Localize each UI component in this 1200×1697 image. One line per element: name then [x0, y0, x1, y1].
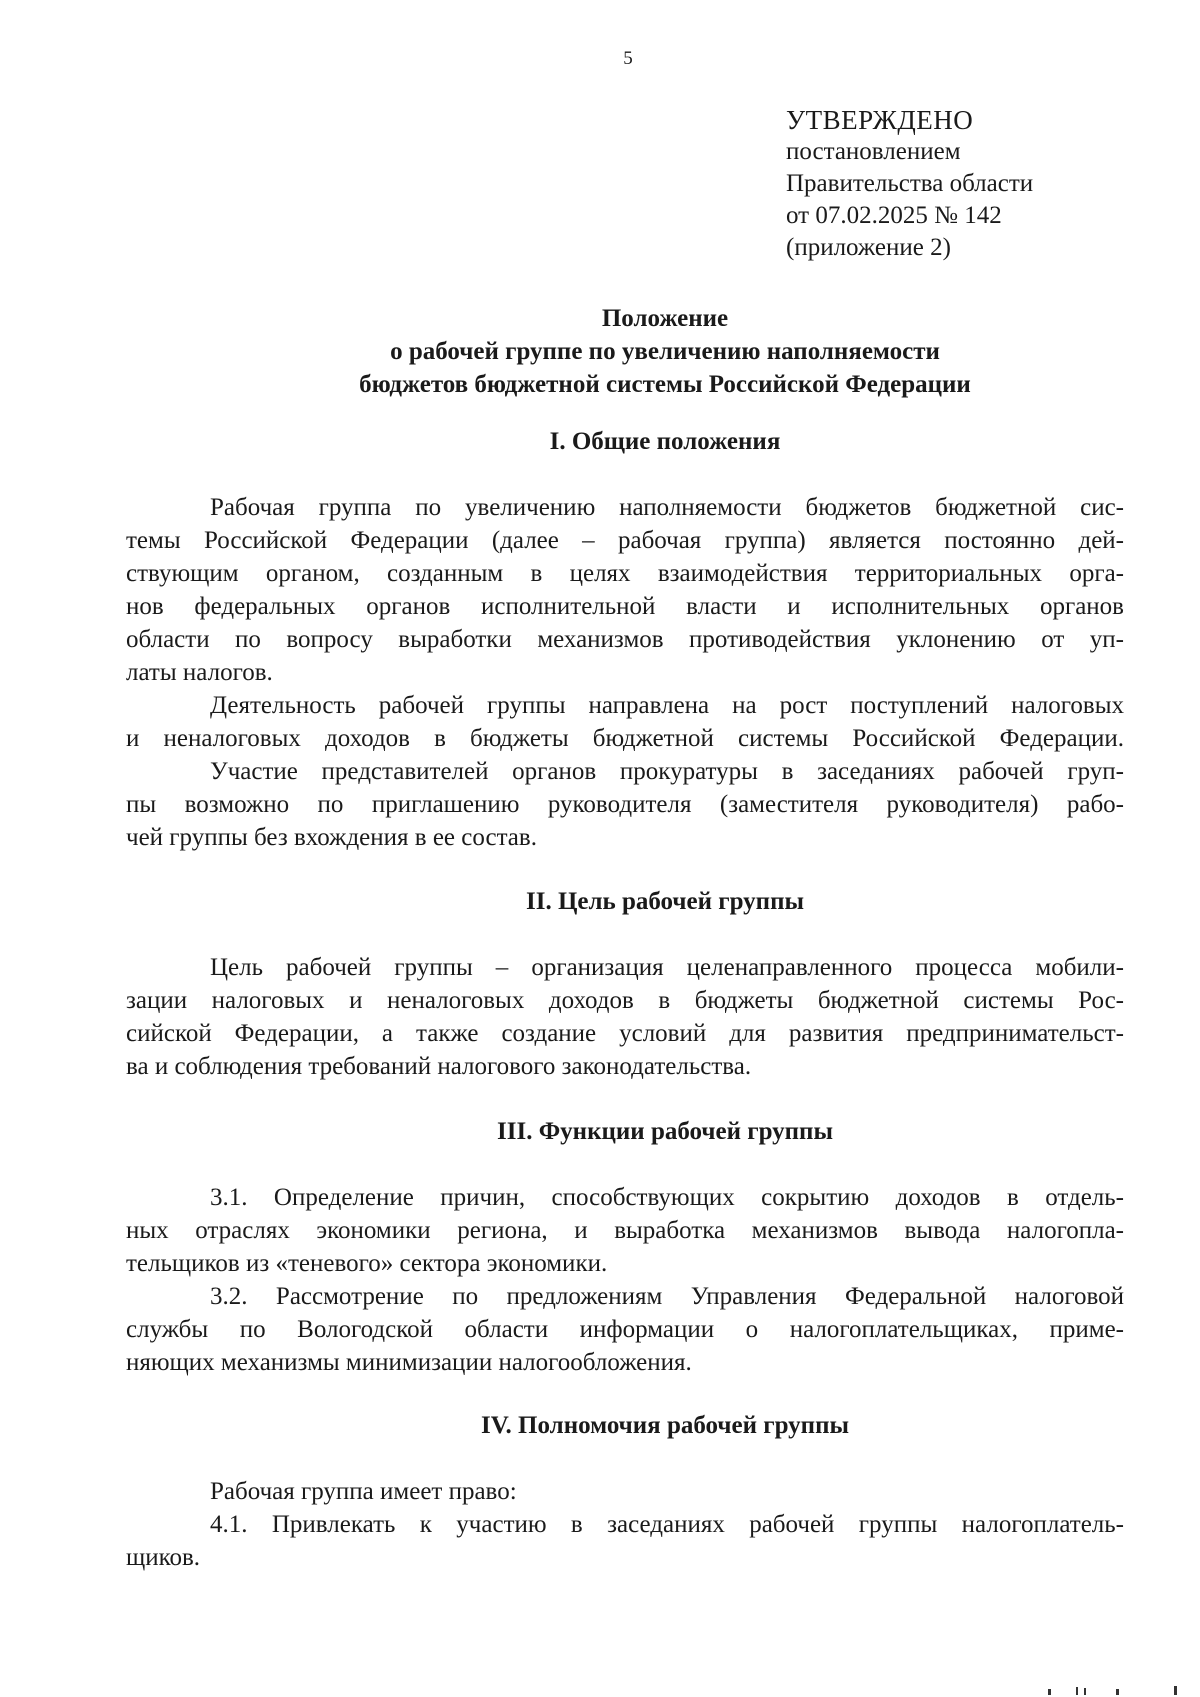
paragraph-line: темы Российской Федерации (далее – рабочая группа) является постоянно дей-	[126, 527, 1124, 554]
paragraph-line: 3.1. Определение причин, способствующих сокрытию доходов в отдель-	[210, 1184, 1124, 1211]
page-number: 5	[623, 48, 633, 69]
approval-block	[786, 104, 1033, 264]
paragraph-line: службы по Вологодской области информации о налогоплательщиках, приме-	[126, 1316, 1124, 1343]
paragraph-line: ствующим органом, созданным в целях взаимодействия территориальных орга-	[126, 560, 1124, 587]
paragraph-line: 3.2. Рассмотрение по предложениям Управления Федеральной налоговой	[210, 1283, 1124, 1310]
paragraph-line: Участие представителей органов прокуратуры в заседаниях рабочей груп-	[210, 758, 1124, 785]
paragraph-line: латы налогов.	[126, 659, 273, 686]
approval-line: (приложение 2)	[786, 234, 951, 261]
paragraph-line: пы возможно по приглашению руководителя (заместителя руководителя) рабо-	[126, 791, 1124, 818]
title-line: о рабочей группе по увеличению наполняемости	[390, 338, 940, 365]
approval-line: Правительства области	[786, 170, 1034, 197]
paragraph-line: области по вопросу выработки механизмов противодействия уклонению от уп-	[126, 626, 1124, 653]
paragraph-line: нов федеральных органов исполнительной власти и исполнительных органов	[126, 593, 1124, 620]
paragraph-line: зации налоговых и неналоговых доходов в бюджеты бюджетной системы Рос-	[126, 987, 1124, 1014]
approval-approved: УТВЕРЖДЕНО	[786, 105, 974, 135]
scan-artifact-marks	[1046, 1683, 1186, 1695]
paragraph-line: Рабочая группа имеет право:	[210, 1478, 517, 1505]
paragraph-line: щиков.	[126, 1544, 201, 1571]
approval-line: постановлением	[786, 138, 961, 165]
document-title	[200, 302, 1130, 401]
paragraph-line: Цель рабочей группы – организация целенаправленного процесса мобили-	[210, 954, 1124, 981]
paragraph-line: ных отраслях экономики региона, и выработка механизмов вывода налогопла-	[126, 1217, 1124, 1244]
title-line: бюджетов бюджетной системы Российской Федерации	[359, 371, 971, 398]
title-line: Положение	[601, 305, 729, 332]
paragraph-line: Рабочая группа по увеличению наполняемости бюджетов бюджетной сис-	[210, 494, 1124, 521]
paragraph-line: тельщиков из «теневого» сектора экономики.	[126, 1250, 608, 1277]
paragraph-line: ва и соблюдения требований налогового законодательства.	[126, 1053, 752, 1080]
paragraph-line: сийской Федерации, а также создание условий для развития предпринимательст-	[126, 1020, 1124, 1047]
paragraph-line: чей группы без вхождения в ее состав.	[126, 824, 537, 851]
approval-line: от 07.02.2025 № 142	[786, 202, 1002, 229]
section-heading: III. Функции рабочей группы	[497, 1118, 833, 1145]
section-heading: I. Общие положения	[549, 428, 781, 455]
paragraph-line: няющих механизмы минимизации налогообложения.	[126, 1349, 692, 1376]
paragraph-line: и неналоговых доходов в бюджеты бюджетной системы Российской Федерации.	[126, 725, 1124, 752]
section-heading: II. Цель рабочей группы	[525, 888, 805, 915]
paragraph-line: Деятельность рабочей группы направлена на рост поступлений налоговых	[210, 692, 1124, 719]
section-heading: IV. Полномочия рабочей группы	[481, 1412, 849, 1439]
paragraph-line: 4.1. Привлекать к участию в заседаниях рабочей группы налогоплатель-	[210, 1511, 1124, 1538]
